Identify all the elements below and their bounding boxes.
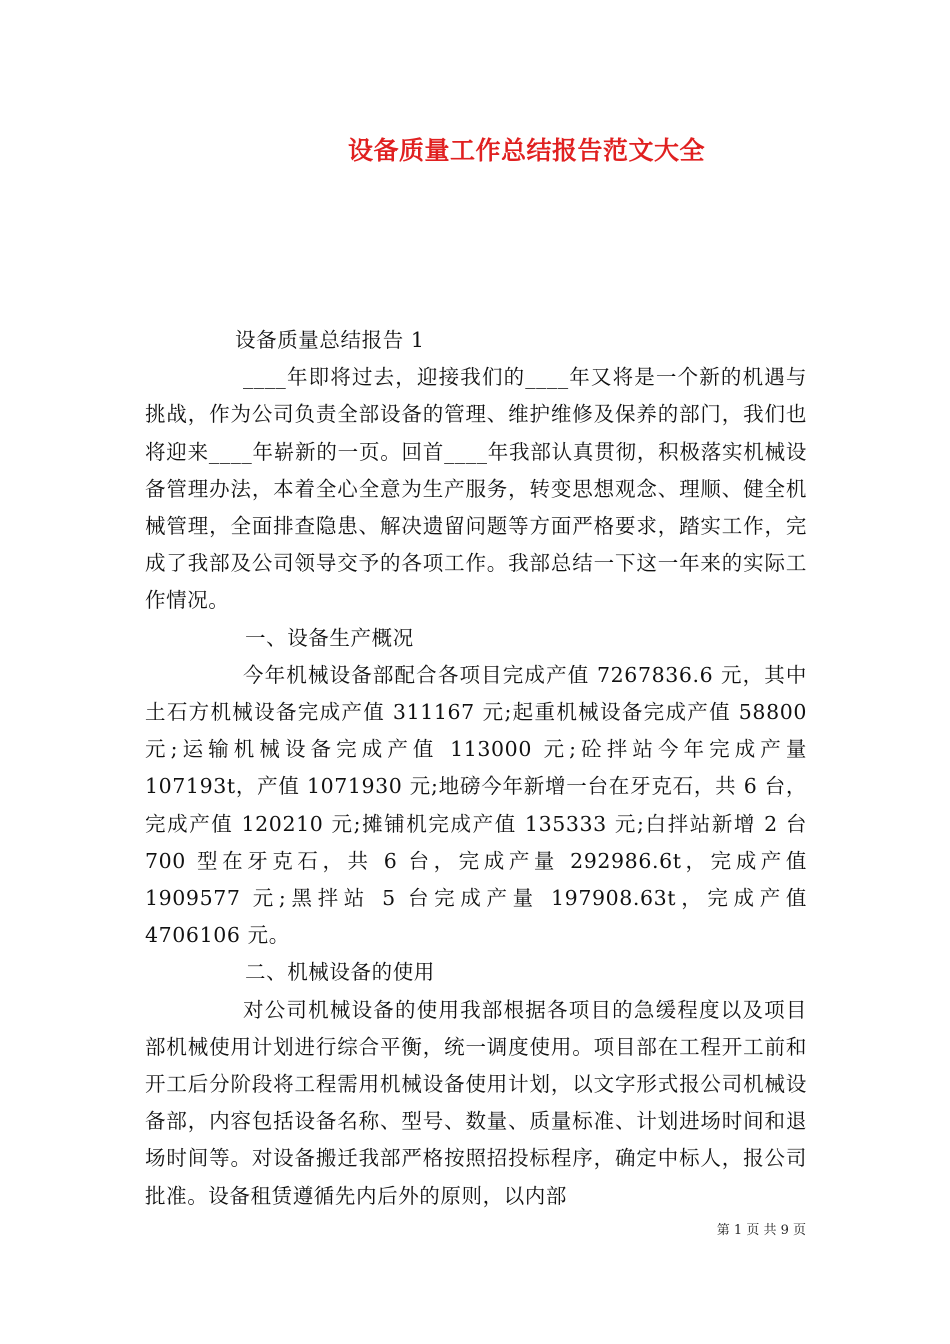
report-subtitle: 设备质量总结报告 1 [235,328,425,352]
page-number-footer: 第 1 页 共 9 页 [716,1223,806,1238]
paragraph-intro: ____年即将过去，迎接我们的____年又将是一个新的机遇与挑战，作为公司负责全部设备的管理、维护维修及保养的部门，我们也将迎来____年崭新的一页。回首____年我部认真贯彻，积极落实机械设备管理办法，本着全心全意为生产服务，转变思想观念、理顺、健全机械管理，全面排查隐患、解决遗留问题等方面严格要求，踏实工作，完成了我部及公司领导交予的各项工作。我部总结一下这一年来的实际工作情况。 [145,365,807,613]
paragraph-production: 今年机械设备部配合各项目完成产值 7267836.6 元，其中土石方机械设备完成产值 311167 元;起重机械设备完成产值 58800 元;运输机械设备完成产值 113000 元;砼拌站今年完成产量 107193t，产值 1071930 元;地磅今年新增一台在牙克石，共 6 台，完成产值 120210 元;摊铺机完成产值 135333 元;白拌站新增 2 台 700 型在牙克石，共 6 台，完成产量 292986.6t，完成产值 1909577 元;黑拌站 5 台完成产量 197908.63t，完成产值 4706106 元。 [145,662,807,948]
paragraph-usage: 对公司机械设备的使用我部根据各项目的急缓程度以及项目部机械使用计划进行综合平衡，统一调度使用。项目部在工程开工前和开工后分阶段将工程需用机械设备使用计划，以文字形式报公司机械设备部，内容包括设备名称、型号、数量、质量标准、计划进场时间和退场时间等。对设备搬迁我部严格按照招投标程序，确定中标人，报公司批准。设备租赁遵循先内后外的原则，以内部 [145,997,807,1208]
document-body [145,322,807,1215]
section-heading-production: 一、设备生产概况 [245,625,414,650]
section-heading-usage: 二、机械设备的使用 [245,960,435,985]
document-title: 设备质量工作总结报告范文大全 [347,136,705,165]
